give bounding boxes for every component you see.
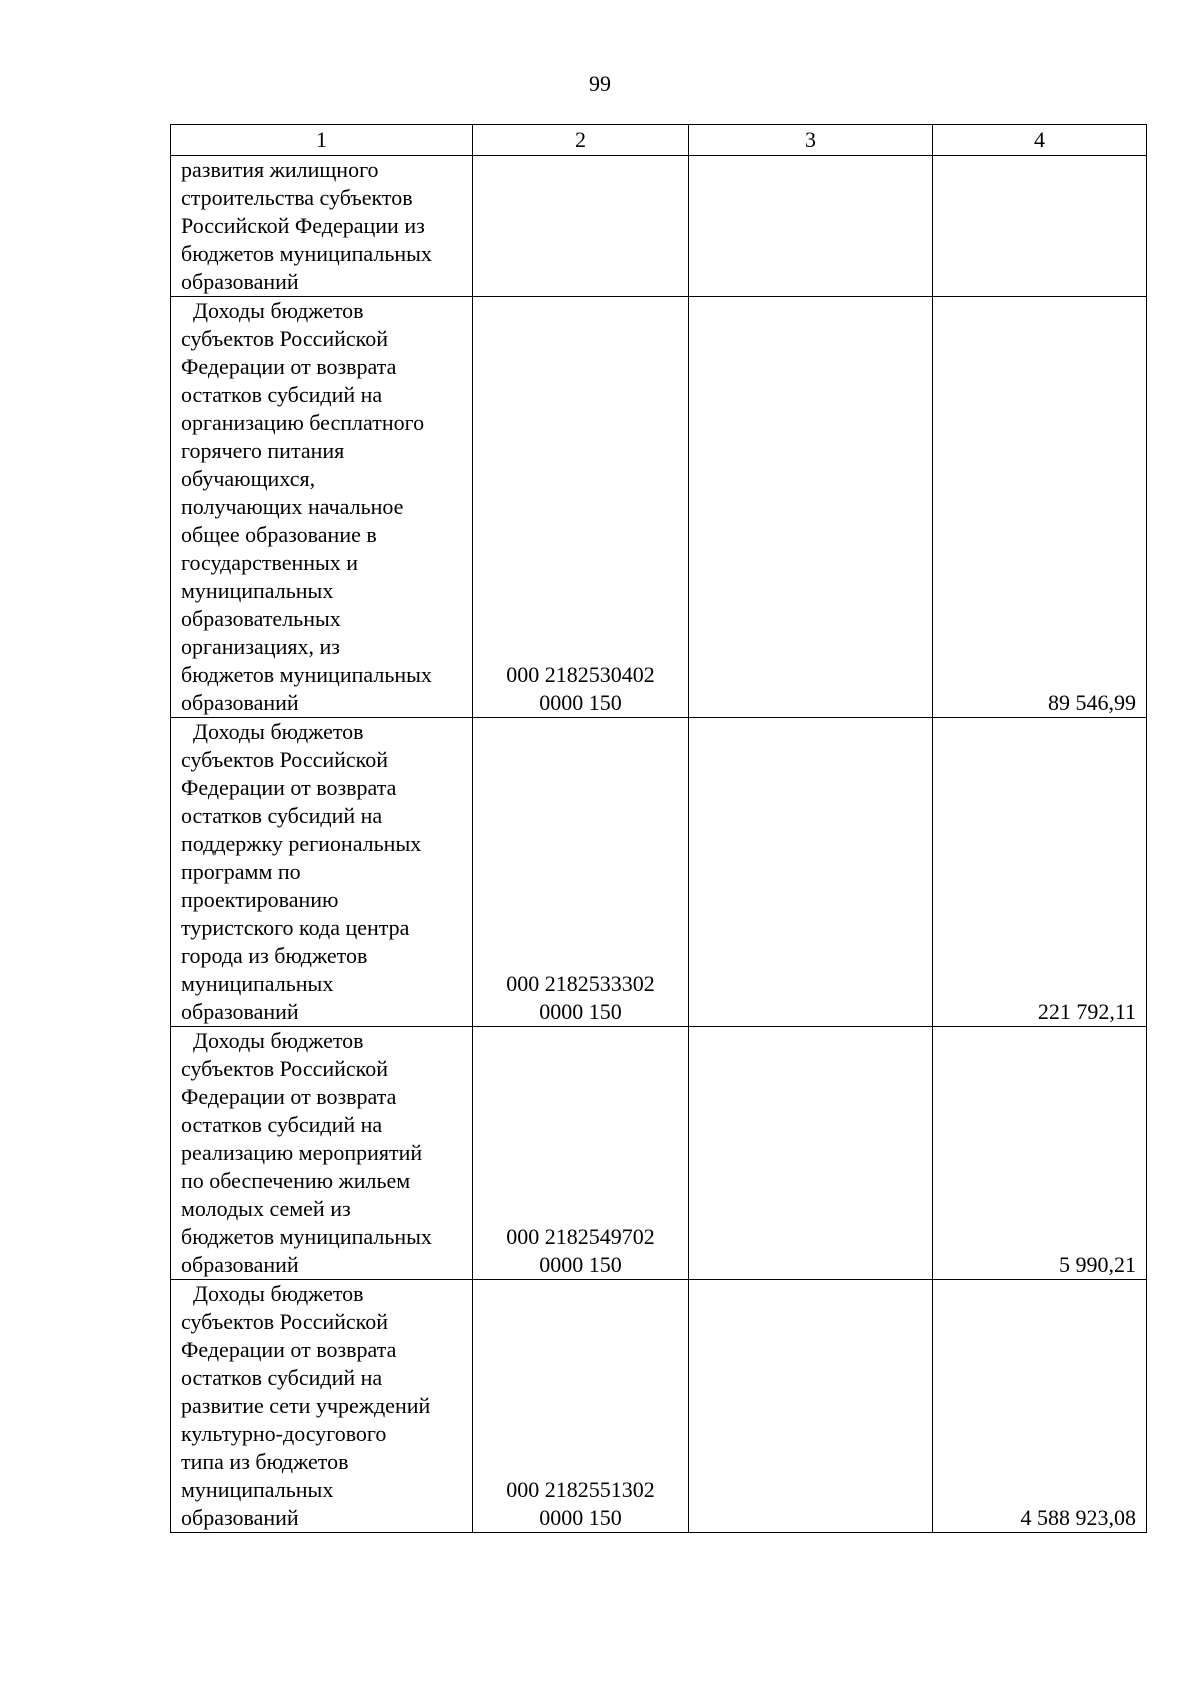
amount-cell: 221 792,11 bbox=[933, 718, 1147, 1027]
classification-code-line: 0000 150 bbox=[539, 1505, 622, 1530]
revenue-name-line: Доходы бюджетов bbox=[193, 1028, 364, 1053]
revenue-name-line: Федерации от возврата bbox=[181, 1084, 397, 1109]
revenue-name-line: молодых семей из bbox=[181, 1196, 351, 1221]
table-body bbox=[171, 125, 1147, 1533]
classification-code-cell bbox=[473, 1280, 689, 1533]
table-row bbox=[171, 718, 1147, 1027]
revenue-name-line: Доходы бюджетов bbox=[193, 719, 364, 744]
revenue-name-line: поддержку региональных bbox=[181, 831, 422, 856]
table-row bbox=[171, 297, 1147, 718]
revenue-name-line: образований bbox=[181, 269, 299, 294]
revenue-name-cell bbox=[171, 297, 473, 718]
amount-cell: 89 546,99 bbox=[933, 297, 1147, 718]
revenue-name-cell bbox=[171, 1027, 473, 1280]
column-3-cell bbox=[689, 156, 933, 297]
classification-code-cell bbox=[473, 156, 689, 297]
column-header-2: 2 bbox=[473, 125, 689, 156]
revenue-name-line: Федерации от возврата bbox=[181, 1337, 397, 1362]
table-row bbox=[171, 156, 1147, 297]
classification-code-line: 0000 150 bbox=[539, 1252, 622, 1277]
revenue-name-line: бюджетов муниципальных bbox=[181, 662, 432, 687]
revenue-name-line: организацию бесплатного bbox=[181, 410, 425, 435]
revenue-name-line: обучающихся, bbox=[181, 466, 316, 491]
page-number: 99 bbox=[589, 71, 611, 96]
revenue-name-line: бюджетов муниципальных bbox=[181, 1224, 432, 1249]
column-3-cell bbox=[689, 297, 933, 718]
revenue-name-line: Российской Федерации из bbox=[181, 213, 425, 238]
revenue-name-line: субъектов Российской bbox=[181, 326, 389, 351]
revenue-name-line: организациях, из bbox=[181, 634, 340, 659]
revenue-name-line: культурно-досугового bbox=[181, 1421, 387, 1446]
revenue-name-line: общее образование в bbox=[181, 522, 377, 547]
revenue-name-cell bbox=[171, 156, 473, 297]
table-row bbox=[171, 1280, 1147, 1533]
column-3-cell bbox=[689, 1027, 933, 1280]
classification-code-line: 000 2182549702 bbox=[506, 1224, 655, 1249]
column-header-1: 1 bbox=[171, 125, 473, 156]
column-3-cell bbox=[689, 718, 933, 1027]
column-header-4: 4 bbox=[933, 125, 1147, 156]
revenue-name-line: муниципальных bbox=[181, 1477, 334, 1502]
revenue-name-line: субъектов Российской bbox=[181, 747, 389, 772]
revenue-name-line: города из бюджетов bbox=[181, 943, 368, 968]
classification-code-line: 000 2182551302 bbox=[506, 1477, 655, 1502]
revenue-name-line: типа из бюджетов bbox=[181, 1449, 349, 1474]
table-header-row bbox=[171, 125, 1147, 156]
revenue-name-line: остатков субсидий на bbox=[181, 1112, 383, 1137]
revenue-name-line: образований bbox=[181, 1252, 299, 1277]
revenue-name-line: остатков субсидий на bbox=[181, 382, 383, 407]
classification-code-line: 000 2182533302 bbox=[506, 971, 655, 996]
revenue-name-line: образований bbox=[181, 1505, 299, 1530]
revenue-name-line: образований bbox=[181, 999, 299, 1024]
amount-cell: 5 990,21 bbox=[933, 1027, 1147, 1280]
revenue-name-line: муниципальных bbox=[181, 971, 334, 996]
revenue-name-line: государственных и bbox=[181, 550, 359, 575]
revenue-name-line: Федерации от возврата bbox=[181, 775, 397, 800]
classification-code-cell bbox=[473, 1027, 689, 1280]
revenue-name-line: реализацию мероприятий bbox=[181, 1140, 423, 1165]
revenue-name-line: Доходы бюджетов bbox=[193, 1281, 364, 1306]
revenue-name-line: по обеспечению жильем bbox=[181, 1168, 411, 1193]
revenue-name-cell bbox=[171, 1280, 473, 1533]
classification-code-line: 000 2182530402 bbox=[506, 662, 655, 687]
revenue-name-line: программ по bbox=[181, 859, 301, 884]
column-header-3: 3 bbox=[689, 125, 933, 156]
budget-revenue-table bbox=[170, 124, 1147, 1533]
revenue-name-line: остатков субсидий на bbox=[181, 1365, 383, 1390]
revenue-name-line: Федерации от возврата bbox=[181, 354, 397, 379]
revenue-name-line: получающих начальное bbox=[181, 494, 404, 519]
column-3-cell bbox=[689, 1280, 933, 1533]
classification-code-line: 0000 150 bbox=[539, 690, 622, 715]
classification-code-line: 0000 150 bbox=[539, 999, 622, 1024]
revenue-name-line: бюджетов муниципальных bbox=[181, 241, 432, 266]
amount-cell bbox=[933, 156, 1147, 297]
revenue-name-line: субъектов Российской bbox=[181, 1056, 389, 1081]
table-row bbox=[171, 1027, 1147, 1280]
classification-code-cell bbox=[473, 718, 689, 1027]
revenue-name-line: образовательных bbox=[181, 606, 341, 631]
revenue-name-line: проектированию bbox=[181, 887, 339, 912]
revenue-name-line: горячего питания bbox=[181, 438, 345, 463]
revenue-name-line: Доходы бюджетов bbox=[193, 298, 364, 323]
revenue-name-line: муниципальных bbox=[181, 578, 334, 603]
revenue-name-line: развитие сети учреждений bbox=[181, 1393, 431, 1418]
revenue-name-line: остатков субсидий на bbox=[181, 803, 383, 828]
classification-code-cell bbox=[473, 297, 689, 718]
revenue-name-cell bbox=[171, 718, 473, 1027]
revenue-name-line: субъектов Российской bbox=[181, 1309, 389, 1334]
revenue-name-line: строительства субъектов bbox=[181, 185, 413, 210]
revenue-name-line: образований bbox=[181, 690, 299, 715]
revenue-name-line: туристского кода центра bbox=[181, 915, 410, 940]
revenue-name-line: развития жилищного bbox=[181, 157, 379, 182]
amount-cell: 4 588 923,08 bbox=[933, 1280, 1147, 1533]
